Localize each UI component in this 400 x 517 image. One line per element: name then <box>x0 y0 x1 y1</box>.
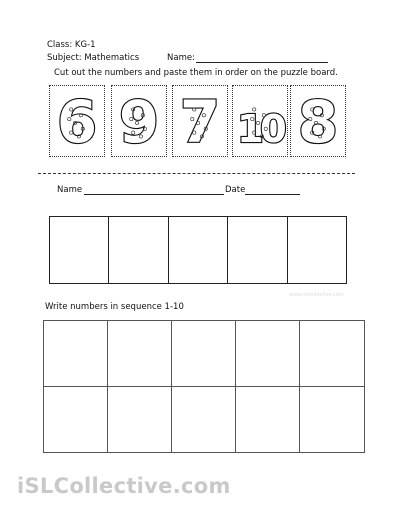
digit-glyph: 7 <box>179 88 221 156</box>
cut-line-divider <box>38 173 355 174</box>
sequence-instruction: Write numbers in sequence 1-10 <box>45 302 184 312</box>
puzzle-slot[interactable] <box>50 217 109 283</box>
sequence-cell[interactable] <box>236 321 300 387</box>
cutout-card-10[interactable] <box>232 85 288 157</box>
sequence-cell[interactable] <box>172 321 236 387</box>
digit-glyph: 10 <box>237 107 283 153</box>
puzzle-board <box>49 216 347 284</box>
digit-8-icon <box>291 86 345 156</box>
digit-9-icon <box>112 86 166 156</box>
digit-7-icon <box>173 86 227 156</box>
sequence-cell[interactable] <box>44 321 108 387</box>
watermark-logo: iSLCollective.com <box>17 474 231 498</box>
cut-instruction: Cut out the numbers and paste them in order on the puzzle board. <box>54 68 338 78</box>
subject-label: Subject: Mathematics <box>47 53 140 63</box>
sequence-grid <box>43 320 365 453</box>
sequence-cell[interactable] <box>108 321 172 387</box>
header-name-label: Name: <box>167 53 195 63</box>
form-name-line[interactable] <box>84 194 224 195</box>
sequence-cell[interactable] <box>236 387 300 453</box>
form-date-line[interactable] <box>245 194 300 195</box>
cutout-card-9[interactable] <box>111 85 167 157</box>
sequence-cell[interactable] <box>300 321 364 387</box>
cutout-card-6[interactable] <box>49 85 105 157</box>
sequence-cell[interactable] <box>300 387 364 453</box>
class-label: Class: KG-1 <box>47 40 96 50</box>
digit-glyph: 8 <box>297 88 339 156</box>
puzzle-slot[interactable] <box>169 217 228 283</box>
puzzle-slot[interactable] <box>288 217 346 283</box>
digit-6-icon <box>50 86 104 156</box>
sequence-cell[interactable] <box>108 387 172 453</box>
cutout-card-7[interactable] <box>172 85 228 157</box>
form-date-label: Date <box>225 185 246 195</box>
digit-glyph: 6 <box>56 88 98 156</box>
digit-10-icon <box>233 86 287 156</box>
faint-url-text: www.islcollective.com <box>289 292 344 298</box>
puzzle-slot[interactable] <box>109 217 168 283</box>
form-name-label: Name <box>57 185 83 195</box>
cutout-card-8[interactable] <box>290 85 346 157</box>
digit-glyph: 9 <box>118 88 160 156</box>
sequence-cell[interactable] <box>172 387 236 453</box>
sequence-cell[interactable] <box>44 387 108 453</box>
header-name-line <box>196 62 328 63</box>
puzzle-slot[interactable] <box>228 217 287 283</box>
